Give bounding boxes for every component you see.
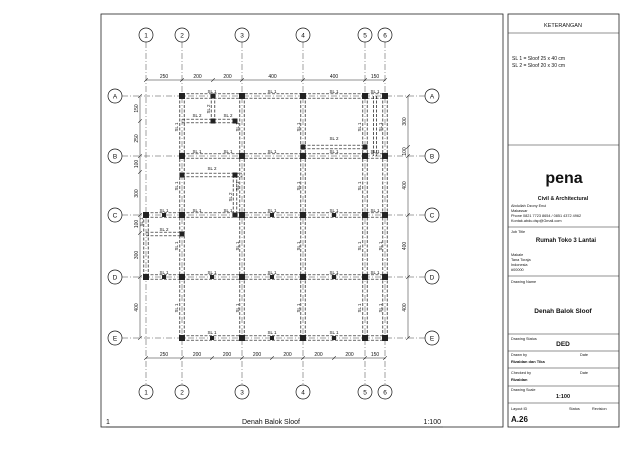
beam-label: SL 1 — [267, 89, 277, 94]
tb-address-4: #00000 — [511, 268, 524, 272]
beam-label: SL 2 — [207, 166, 217, 171]
beam-label: SL 2 — [206, 104, 211, 114]
grid-label: A — [429, 93, 435, 101]
column — [300, 153, 306, 159]
tb-scale-label: Drawing Scale — [511, 388, 536, 392]
beam-label: SL 2 — [228, 192, 233, 202]
grid-label: E — [429, 335, 435, 343]
top-dimension: 400 — [268, 74, 277, 80]
tb-revision-label: Revision — [592, 407, 607, 411]
drawing-footer — [106, 419, 443, 427]
tb-heading: KETERANGAN — [544, 23, 582, 29]
beam-label: SL 1 — [174, 181, 179, 191]
beam-label: SL 1 — [174, 303, 179, 313]
beam-label: SL 1 — [223, 149, 233, 154]
beam-label: SL 2 — [192, 113, 202, 118]
top-dimension: 250 — [159, 74, 169, 80]
footer-scale: 1:100 — [423, 419, 441, 426]
beam-label: SL 1 — [159, 270, 169, 275]
tb-checked-by-label: Checked by — [511, 371, 532, 375]
column — [239, 153, 245, 159]
beam-label: SL 1 — [329, 270, 339, 275]
tb-address-3: Indonesia — [511, 263, 528, 267]
column — [362, 153, 368, 159]
grid-label: 3 — [240, 389, 244, 397]
beam-label: SL 1 — [267, 330, 277, 335]
bottom-dimension: 150 — [370, 352, 380, 358]
column — [382, 153, 388, 159]
tb-drawn-by-label: Drawn by — [511, 353, 528, 357]
tb-scale: 1:100 — [555, 394, 571, 400]
column — [270, 336, 274, 340]
right-dimension: 100 — [402, 147, 408, 156]
top-dimension: 400 — [329, 74, 339, 80]
column — [382, 274, 388, 280]
column — [270, 213, 274, 217]
tb-checked-date-label: Date — [580, 371, 589, 375]
column — [210, 336, 214, 340]
tb-status-label: Drawing Status — [511, 337, 537, 341]
beam-label: SL 1 — [159, 208, 169, 213]
beam-label: SL 1 — [223, 208, 233, 213]
left-dimension: 400 — [134, 303, 140, 312]
column — [382, 212, 388, 218]
grid-label: C — [112, 212, 118, 220]
grid-label: 2 — [180, 32, 184, 40]
column — [210, 275, 214, 279]
top-dimension: 200 — [223, 74, 232, 80]
floor-plan — [108, 28, 439, 399]
column — [143, 274, 149, 280]
right-dimension: 400 — [402, 241, 408, 251]
column — [162, 213, 166, 217]
grid-label: A — [112, 93, 118, 101]
grid-label: D — [429, 274, 435, 282]
tb-status-col-label: Status — [569, 407, 580, 411]
column — [180, 232, 185, 237]
beam-label: SL 2 — [223, 113, 233, 118]
grid-label: 5 — [363, 32, 367, 40]
beam-label: SL 1 — [174, 241, 179, 251]
beam-label: SL 1 — [329, 208, 339, 213]
beam-label: SL 1 — [357, 303, 362, 313]
column — [233, 173, 238, 178]
beam-label: SL 1 — [207, 89, 217, 94]
grid-label: B — [112, 153, 118, 161]
tb-address-1: Makale — [511, 253, 524, 257]
column — [300, 212, 306, 218]
column — [382, 335, 388, 341]
left-dimension: 250 — [134, 134, 140, 143]
beam-label: SL 1 — [267, 208, 277, 213]
column — [143, 212, 149, 218]
column — [301, 145, 306, 150]
bottom-dimension: 200 — [345, 352, 354, 358]
beam-label: SL 1 — [235, 122, 240, 132]
beam-label: SL 1 — [329, 330, 339, 335]
beam-label: SL 1 — [296, 241, 301, 251]
beam-label: SL 1 — [357, 181, 362, 191]
tb-layout-label: Layout ID — [511, 407, 528, 411]
tb-firm: Civil & Architectural — [537, 196, 589, 202]
tb-contact-1: Abdullah Dzony Enui — [511, 204, 547, 208]
footer-title: Denah Balok Sloof — [242, 419, 300, 426]
column — [332, 275, 336, 279]
beam-label: SL 1 — [267, 149, 277, 154]
beam-label: SL 1 — [357, 241, 362, 251]
beam-label: SL 1 — [174, 122, 179, 132]
right-dimension: 300 — [402, 117, 408, 126]
column — [362, 335, 368, 341]
grid-label: D — [112, 274, 118, 282]
tb-contact-3: Phone 0821 7723 8654 / 0851 4372 4962 — [511, 214, 582, 218]
beam-label: SL 1 — [235, 303, 240, 313]
left-dimension: 100 — [134, 219, 140, 229]
grid-label: 4 — [301, 32, 305, 40]
grid-label: 3 — [240, 32, 244, 40]
tb-layout-id: A.26 — [511, 415, 528, 424]
beam-label: SL 1 — [235, 241, 240, 251]
beam-label: SL 1 — [296, 181, 301, 191]
beam-label: SL 1 — [139, 217, 144, 227]
column — [300, 274, 306, 280]
column — [239, 93, 245, 99]
beam-label: SL 1 — [267, 270, 277, 275]
beam-label: SL 1 — [357, 122, 362, 132]
beam-label: SL 1 — [378, 303, 383, 313]
bottom-dimension: 200 — [222, 352, 232, 358]
column — [362, 93, 368, 99]
beam-label: SL 2 — [159, 227, 169, 232]
column — [382, 93, 388, 99]
beam-label: SL 1 — [370, 149, 380, 154]
tb-drawn-date-label: Date — [580, 353, 589, 357]
column — [362, 274, 368, 280]
grid-label: 2 — [180, 389, 184, 397]
grid-label: 1 — [144, 32, 148, 40]
right-dimension: 400 — [402, 303, 408, 312]
column — [180, 173, 185, 178]
column — [239, 274, 245, 280]
beam-label: SL 1 — [207, 330, 217, 335]
beam-label: SL 1 — [192, 149, 202, 154]
column — [300, 335, 306, 341]
bottom-dimension: 250 — [159, 352, 169, 358]
tb-address-2: Tana Toraja — [511, 258, 531, 262]
grid-label: C — [429, 212, 435, 220]
tb-contact-4: Kontak.abdu.dsp@Gmail.com — [511, 219, 562, 223]
column — [179, 274, 185, 280]
column — [162, 275, 166, 279]
top-dimension: 200 — [193, 74, 202, 80]
column — [239, 335, 245, 341]
beam-label: SL 1 — [207, 270, 217, 275]
column — [179, 93, 185, 99]
column — [362, 212, 368, 218]
tb-drawing-name: Denah Balok Sloof — [534, 308, 592, 315]
column — [179, 153, 185, 159]
column — [270, 275, 274, 279]
beam-label: SL 1 — [370, 208, 380, 213]
left-dimension: 300 — [134, 189, 140, 198]
column — [233, 213, 238, 218]
beam-label: SL 1 — [235, 181, 240, 191]
left-dimension: 300 — [134, 250, 140, 260]
column — [300, 93, 306, 99]
tb-checked-by: Rizaldan — [511, 377, 528, 382]
column — [179, 335, 185, 341]
logo-text: pena — [545, 170, 583, 187]
tb-note-2: SL 2 = Sloof 20 x 30 cm — [512, 63, 566, 69]
bottom-dimension: 200 — [314, 352, 323, 358]
tb-note-1: SL 1 = Sloof 25 x 40 cm — [512, 56, 566, 62]
column — [332, 336, 336, 340]
grid-label: 6 — [383, 32, 387, 40]
bottom-dimension: 200 — [192, 352, 202, 358]
column — [363, 145, 368, 150]
grid-label: 1 — [144, 389, 148, 397]
column — [332, 213, 336, 217]
footer-number: 1 — [106, 419, 110, 426]
grid-label: E — [112, 335, 118, 343]
top-dimension: 150 — [370, 74, 380, 80]
column — [179, 212, 185, 218]
bottom-dimension: 200 — [252, 352, 262, 358]
tb-contact-2: Makassar — [511, 209, 528, 213]
beam-label: SL 2 — [329, 136, 339, 141]
tb-drawing-name-label: Drawing Name — [511, 280, 537, 284]
beam-label: SL 1 — [192, 208, 202, 213]
left-dimension: 150 — [134, 104, 140, 113]
beam-label: SL 1 — [370, 270, 380, 275]
beam-label: SL 1 — [296, 122, 301, 132]
grid-label: 5 — [363, 389, 367, 397]
title-block — [508, 14, 619, 427]
grid-label: B — [429, 153, 435, 161]
beam-label: SL 1 — [370, 89, 380, 94]
column — [211, 119, 216, 124]
column — [211, 94, 216, 99]
left-dimension: 100 — [134, 159, 140, 169]
grid-label: 4 — [301, 389, 305, 397]
tb-status: DED — [556, 341, 570, 348]
beam-label: SL 1 — [378, 122, 383, 132]
grid-label: 6 — [383, 389, 387, 397]
beam-label: SL 1 — [378, 241, 383, 251]
tb-job-title: Rumah Toko 3 Lantai — [535, 238, 597, 244]
pena-logo — [545, 170, 582, 187]
beam-label: SL 1 — [329, 89, 339, 94]
tb-job-title-label: Job Title — [511, 230, 526, 234]
bottom-dimension: 200 — [283, 352, 292, 358]
beam-label: SL 1 — [296, 303, 301, 313]
column — [239, 212, 245, 218]
beam-label: SL 1 — [329, 149, 339, 154]
right-dimension: 400 — [402, 181, 408, 190]
tb-drawn-by: Rizaldan dan Tika — [511, 359, 545, 364]
